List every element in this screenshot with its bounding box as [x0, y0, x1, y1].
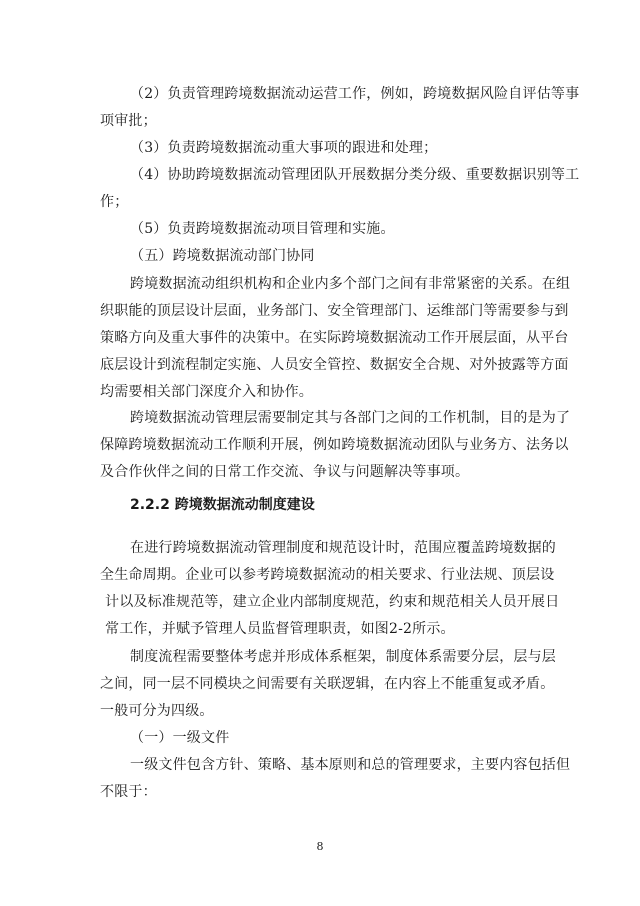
section-heading: 2.2.2 跨境数据流动制度建设 [130, 497, 315, 513]
text-line: 作； [100, 194, 129, 210]
text-line: 跨境数据流动管理层需要制定其与各部门之间的工作机制，目的是为了 [130, 410, 571, 426]
text-line: 保障跨境数据流动工作顺利开展，例如跨境数据流动团队与业务方、法务以 [100, 437, 569, 453]
text-line: 织职能的顶层设计层面，业务部门、安全管理部门、运维部门等需要参与到 [100, 303, 569, 319]
text-line: （五）跨境数据流动部门协同 [130, 248, 315, 264]
text-line: 全生命周期。企业可以参考跨境数据流动的相关要求、行业法规、顶层设 [100, 567, 555, 583]
text-line: 一般可分为四级。 [100, 703, 214, 719]
text-line: 在进行跨境数据流动管理制度和规范设计时，范围应覆盖跨境数据的 [130, 540, 556, 556]
text-line: （一）一级文件 [130, 730, 230, 746]
text-line: （4）协助跨境数据流动管理团队开展数据分类分级、重要数据识别等工 [130, 167, 580, 183]
page-number: 8 [316, 840, 324, 853]
text-line: 计以及标准规范等，建立企业内部制度规范，约束和规范相关人员开展日 [105, 594, 560, 610]
text-line: 策略方向及重大事件的决策中。在实际跨境数据流动工作开展层面，从平台 [100, 330, 569, 346]
text-line: （3）负责跨境数据流动重大事项的跟进和处理； [130, 140, 438, 156]
text-line: 制度流程需要整体考虑并形成体系框架，制度体系需要分层，层与层 [130, 649, 556, 665]
text-line: 跨境数据流动组织机构和企业内多个部门之间有非常紧密的关系。在组 [130, 276, 571, 292]
text-line: 均需要相关部门深度介入和协作。 [100, 384, 313, 400]
text-line: 底层设计到流程制定实施、人员安全管控、数据安全合规、对外披露等方面 [100, 357, 569, 373]
text-line: （2）负责管理跨境数据流动运营工作，例如，跨境数据风险自评估等事 [130, 86, 580, 102]
text-line: 之间，同一层不同模块之间需要有关联逻辑，在内容上不能重复或矛盾。 [100, 676, 555, 692]
text-line: 不限于： [100, 784, 157, 800]
text-line: 项审批； [100, 113, 157, 129]
text-line: （5）负责跨境数据流动项目管理和实施。 [130, 221, 395, 237]
text-line: 一级文件包含方针、策略、基本原则和总的管理要求，主要内容包括但 [130, 757, 571, 773]
text-line: 常工作，并赋予管理人员监督管理职责，如图2-2所示。 [105, 621, 455, 637]
text-line: 及合作伙伴之间的日常工作交流、争议与问题解决等事项。 [100, 464, 470, 480]
